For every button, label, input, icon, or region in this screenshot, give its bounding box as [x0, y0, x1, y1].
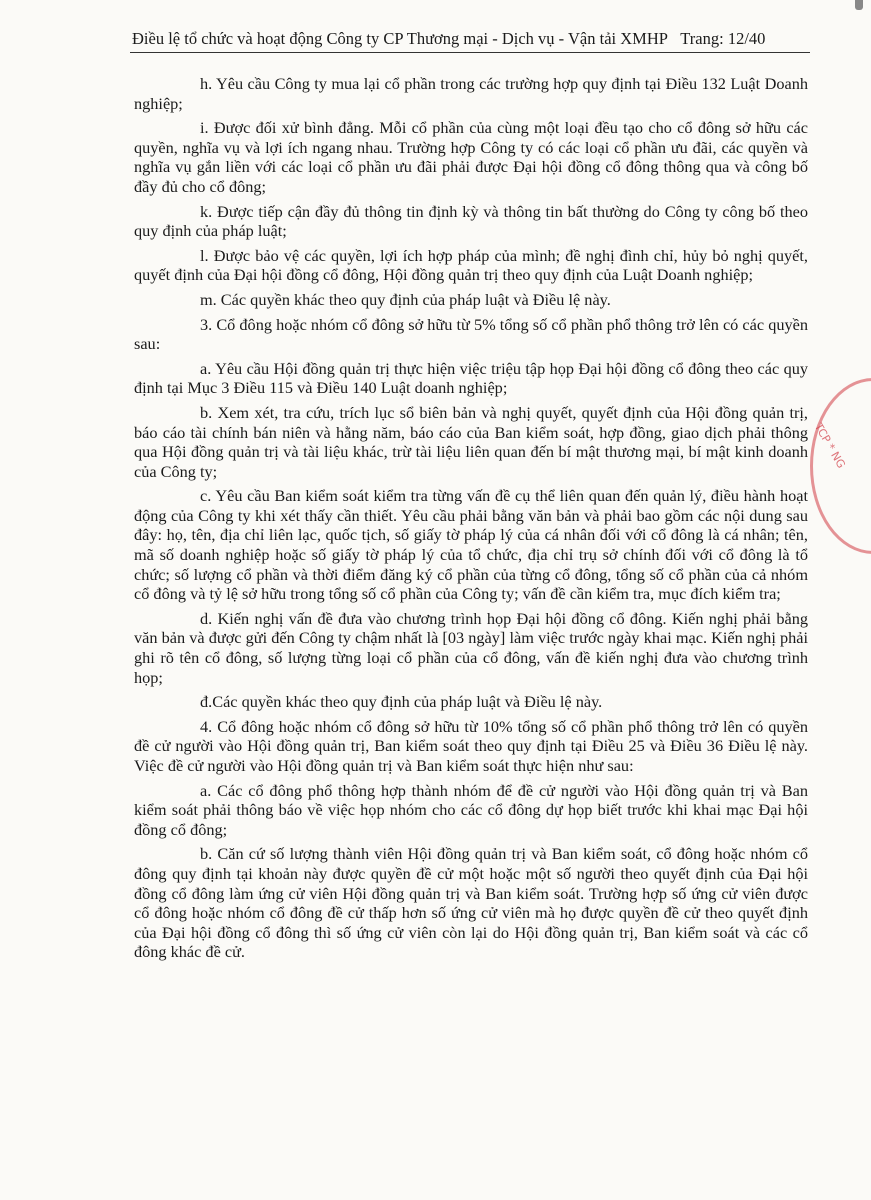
header-title: Điều lệ tổ chức và hoạt động Công ty CP Thương mại - Dịch vụ - Vận tải XMHP	[132, 29, 668, 48]
paragraph-4b: b. Căn cứ số lượng thành viên Hội đồng quản trị và Ban kiểm soát, cổ đông hoặc nhóm cổ đông quy định tại khoản này được quyền đề cử một hoặc một số người theo quyết định của Đại hội đồng cổ đông làm ứng cử viên Hội đồng quản trị và Ban kiểm soát. Trường hợp số ứng cử viên được cổ đông hoặc nhóm cổ đông đề cử thấp hơn số ứng cử viên mà họ được quyền đề cử theo quyết định của Đại hội đồng cổ đông thì số ứng cử viên còn lại do Hội đồng quản trị, Ban kiểm soát và các cổ đông khác đề cử.	[134, 844, 808, 962]
paragraph-3dd: đ.Các quyền khác theo quy định của pháp luật và Điều lệ này.	[200, 692, 603, 712]
paragraph-4: 4. Cổ đông hoặc nhóm cổ đông sở hữu từ 10% tổng số cổ phần phổ thông trở lên có quyền đề cử người vào Hội đồng quản trị, Ban kiểm soát theo quy định tại Điều 25 và Điều 36 Điều lệ này. Việc đề cử người vào Hội đồng quản trị và Ban kiểm soát thực hiện như sau:	[134, 716, 808, 775]
paragraph-3d: d. Kiến nghị vấn đề đưa vào chương trình họp Đại hội đồng cổ đông. Kiến nghị phải bằng văn bản và được gửi đến Công ty chậm nhất là [03 ngày] làm việc trước ngày khai mạc. Kiến nghị phải ghi rõ tên cổ đông, số lượng từng loại cổ phần của cổ đông, vấn đề kiến nghị đưa vào chương trình họp;	[134, 608, 808, 687]
header-page-number: Trang: 12/40	[680, 29, 766, 48]
paragraph-4a: a. Các cổ đông phổ thông hợp thành nhóm để đề cử người vào Hội đồng quản trị và Ban kiểm soát phải thông báo về việc họp nhóm cho các cổ đông dự họp biết trước khi khai mạc Đại hội đồng cổ đông;	[134, 780, 808, 839]
paragraph-m: m. Các quyền khác theo quy định của pháp luật và Điều lệ này.	[200, 289, 611, 309]
page-header	[132, 29, 812, 49]
header-rule	[130, 52, 810, 53]
paragraph-3: 3. Cổ đông hoặc nhóm cổ đông sở hữu từ 5% tổng số cổ phần phổ thông trở lên có các quyền sau:	[134, 314, 808, 354]
company-seal-stamp	[810, 378, 871, 554]
corner-mark	[855, 0, 863, 10]
paragraph-3c: c. Yêu cầu Ban kiểm soát kiểm tra từng vấn đề cụ thể liên quan đến quản lý, điều hành hoạt động của Công ty khi xét thấy cần thiết. Yêu cầu phải bằng văn bản và phải bao gồm các nội dung sau đây: họ, tên, địa chỉ liên lạc, quốc tịch, số giấy tờ pháp lý của cá nhân đối với cổ đông là cá nhân; tên, mã số doanh nghiệp hoặc số giấy tờ pháp lý của tổ chức, địa chỉ trụ sở chính đối với cổ đông là tổ chức; số lượng cổ phần và thời điểm đăng ký cổ phần của từng cổ đông, tổng số cổ phần của cả nhóm cổ đông và tỷ lệ sở hữu trong tổng số cổ phần của Công ty; vấn đề cần kiểm tra, mục đích kiểm tra;	[134, 486, 808, 604]
document-body	[134, 74, 808, 967]
paragraph-h: h. Yêu cầu Công ty mua lại cổ phần trong các trường hợp quy định tại Điều 132 Luật Doanh nghiệp;	[134, 74, 808, 113]
paragraph-3b: b. Xem xét, tra cứu, trích lục sổ biên bản và nghị quyết, quyết định của Hội đồng quản trị, báo cáo tài chính bán niên và hằng năm, báo cáo của Ban kiểm soát, hợp đồng, giao dịch phải thông qua Hội đồng quản trị và tài liệu khác, trừ tài liệu liên quan đến bí mật thương mại, bí mật kinh doanh của Công ty;	[134, 402, 808, 481]
paragraph-l: l. Được bảo vệ các quyền, lợi ích hợp pháp của mình; đề nghị đình chỉ, hủy bỏ nghị quyết, quyết định của Đại hội đồng cổ đông, Hội đồng quản trị theo quy định của Luật Doanh nghiệp;	[134, 245, 808, 285]
paragraph-i: i. Được đối xử bình đẳng. Mỗi cổ phần của cùng một loại đều tạo cho cổ đông sở hữu các quyền, nghĩa vụ và lợi ích ngang nhau. Trường hợp Công ty có các loại cổ phần ưu đãi, các quyền và nghĩa vụ gắn liền với các loại cổ phần ưu đãi phải được Đại hội đồng cổ đông thông qua và công bố đầy đủ cho cổ đông;	[134, 118, 808, 196]
paragraph-k: k. Được tiếp cận đầy đủ thông tin định kỳ và thông tin bất thường do Công ty công bố theo quy định của pháp luật;	[134, 201, 808, 241]
seal-text: TCP * NG	[811, 421, 848, 471]
paragraph-3a: a. Yêu cầu Hội đồng quản trị thực hiện việc triệu tập họp Đại hội đồng cổ đông theo các quy định tại Mục 3 Điều 115 và Điều 140 Luật doanh nghiệp;	[134, 358, 808, 398]
